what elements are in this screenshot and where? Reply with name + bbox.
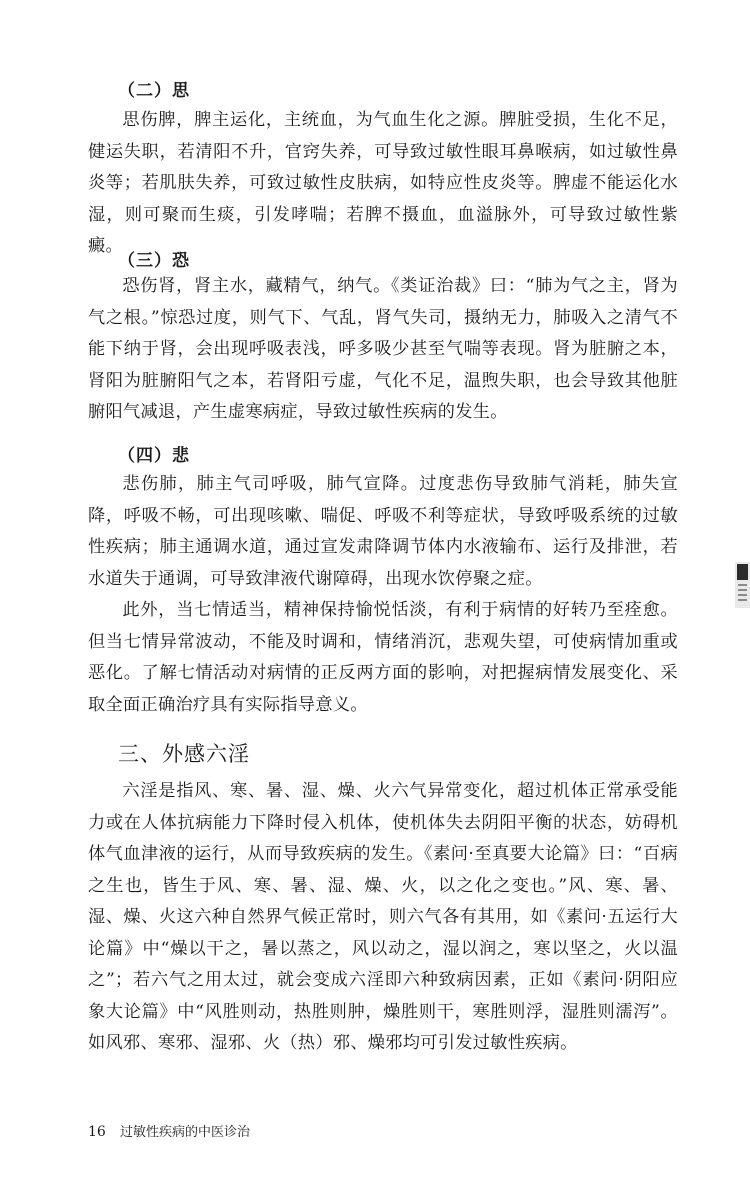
- book-title: 过敏性疾病的中医诊治: [119, 1125, 250, 1140]
- paragraph-liuyin: 六淫是指风、寒、暑、湿、燥、火六气异常变化，超过机体正常承受能力或在人体抗病能力下降时侵入机体，使机体失去阴阳平衡的状态，妨碍机体气血津液的运行，从而导致疾病的发生。《素问·至真要大论篇》曰：“百病之生也，皆生于风、寒、暑、湿、燥、火，以之化之变也。”风、寒、暑、湿、燥、火这六种自然界气候正常时，则六气各有其用，如《素问·五运行大论篇》中“燥以干之，暑以蒸之，风以动之，湿以润之，寒以坚之，火以温之”；若六气之用太过，就会变成六淫即六种致病因素，正如《素问·阴阳应象大论篇》中“风胜则动，热胜则肿，燥胜则干，寒胜则浮，湿胜则濡泻”。如风邪、寒邪、湿邪、火（热）邪、燥邪均可引发过敏性疾病。: [88, 781, 678, 1053]
- chapter-tab-lines: [738, 584, 747, 604]
- subsection-heading-bei: （四）悲: [118, 446, 190, 466]
- subsection-heading-kong: （三）恐: [118, 251, 190, 271]
- paragraph-si: 思伤脾，脾主运化，主统血，为气血生化之源。脾脏受损，生化不足，健运失职，若清阳不升，官窍失养，可导致过敏性眼耳鼻喉病，如过敏性鼻炎等；若肌肤失养，可致过敏性皮肤病，如特应性皮炎等。脾虚不能运化水湿，则可聚而生痰，引发哮喘；若脾不摄血，血溢脉外，可导致过敏性紫癜。: [88, 110, 678, 256]
- paragraph-bei: 悲伤肺，肺主气司呼吸，肺气宣降。过度悲伤导致肺气消耗，肺失宣降，呼吸不畅，可出现咳嗽、喘促、呼吸不利等症状，导致呼吸系统的过敏性疾病；肺主通调水道，通过宣发肃降调节体内水液输布、运行及排泄，若水道失于通调，可导致津液代谢障碍，出现水饮停聚之症。: [88, 474, 678, 589]
- chapter-tab-mark: [737, 564, 748, 580]
- chapter-edge-tab: [735, 562, 750, 608]
- subsection-heading-si: （二）思: [118, 81, 190, 101]
- paragraph-kong: 恐伤肾，肾主水，藏精气，纳气。《类证治裁》曰：“肺为气之主，肾为气之根。”惊恐过度，则气下、气乱，肾气失司，摄纳无力，肺吸入之清气不能下纳于肾，会出现呼吸表浅，呼多吸少甚至气喘等表现。肾为脏腑之本，肾阳为脏腑阳气之本，若肾阳亏虚，气化不足，温煦失职，也会导致其他脏腑阳气减退，产生虚寒病症，导致过敏性疾病的发生。: [88, 276, 678, 422]
- section-heading-liuyin: 三、外感六淫: [118, 742, 250, 766]
- page-number: 16: [88, 1124, 106, 1140]
- paragraph-summary: 此外，当七情适当，精神保持愉悦恬淡，有利于病情的好转乃至痊愈。但当七情异常波动，不能及时调和，情绪消沉，悲观失望，可使病情加重或恶化。了解七情活动对病情的正反两方面的影响，对把握病情发展变化、采取全面正确治疗具有实际指导意义。: [88, 600, 678, 715]
- page-footer: [88, 1121, 250, 1140]
